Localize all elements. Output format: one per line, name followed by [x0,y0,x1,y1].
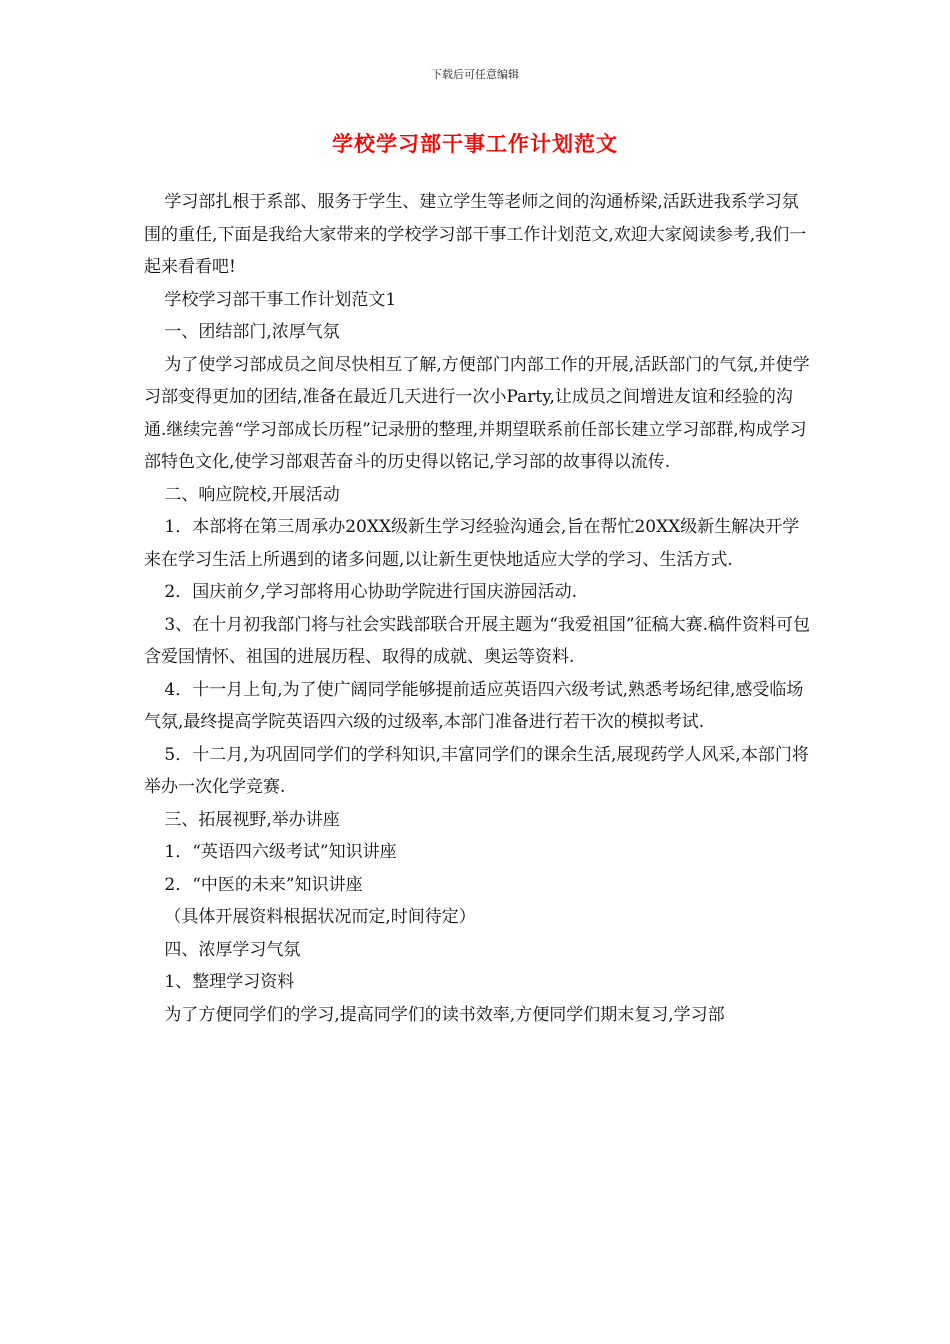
list-item: 1．本部将在第三周承办20XX级新生学习经验沟通会,旨在帮忙20XX级新生解决开学来在学习生活上所遇到的诸多问题,以让新生更快地适应大学的学习、生活方式. [144,517,800,570]
paragraph: 为了方便同学们的学习,提高同学们的读书效率,方便同学们期末复习,学习部 [164,1004,725,1025]
paragraph-subtitle: 学校学习部干事工作计划范文1 [164,289,397,310]
header-note: 下载后可任意编辑 [431,68,519,81]
section-heading-1: 一、团结部门,浓厚气氛 [164,322,340,342]
paragraph: 为了使学习部成员之间尽快相互了解,方便部门内部工作的开展,活跃部门的气氛,并使学习部变得更加的团结,准备在最近几天进行一次小Party,让成员之间增进友谊和经验的沟通.继续完善“学习部成长历程”记录册的整理,并期望联系前任部长建立学习部群,构成学习部特色文化,使学习部艰苦奋斗的历史得以铭记,学习部的故事得以流传. [144,354,810,472]
paragraph-intro: 学习部扎根于系部、服务于学生、建立学生等老师之间的沟通桥梁,活跃进我系学习氛围的重任,下面是我给大家带来的学校学习部干事工作计划范文,欢迎大家阅读参考,我们一起来看看吧! [144,192,807,277]
list-item: 1．“英语四六级考试”知识讲座 [164,842,397,862]
document-title: 学校学习部干事工作计划范文 [332,131,618,156]
sub-heading: 1、整理学习资料 [164,972,295,992]
list-item: 4．十一月上旬,为了使广阔同学能够提前适应英语四六级考试,熟悉考场纪律,感受临场气氛,最终提高学院英语四六级的过级率,本部门准备进行若干次的模拟考试. [144,679,804,732]
section-heading-2: 二、响应院校,开展活动 [164,484,340,505]
list-item: 2．国庆前夕,学习部将用心协助学院进行国庆游园活动. [164,582,578,602]
note: （具体开展资料根据状况而定,时间待定） [164,907,476,927]
list-item: 5．十二月,为巩固同学们的学科知识,丰富同学们的课余生活,展现药学人风采,本部门将举办一次化学竞赛. [144,744,809,797]
section-heading-4: 四、浓厚学习气氛 [164,939,301,960]
list-item: 3、在十月初我部门将与社会实践部联合开展主题为“我爱祖国”征稿大赛.稿件资料可包含爱国情怀、祖国的进展历程、取得的成就、奥运等资料. [144,614,810,667]
document-body [144,186,814,1031]
section-heading-3: 三、拓展视野,举办讲座 [164,809,340,830]
list-item: 2．“中医的未来”知识讲座 [164,874,363,895]
